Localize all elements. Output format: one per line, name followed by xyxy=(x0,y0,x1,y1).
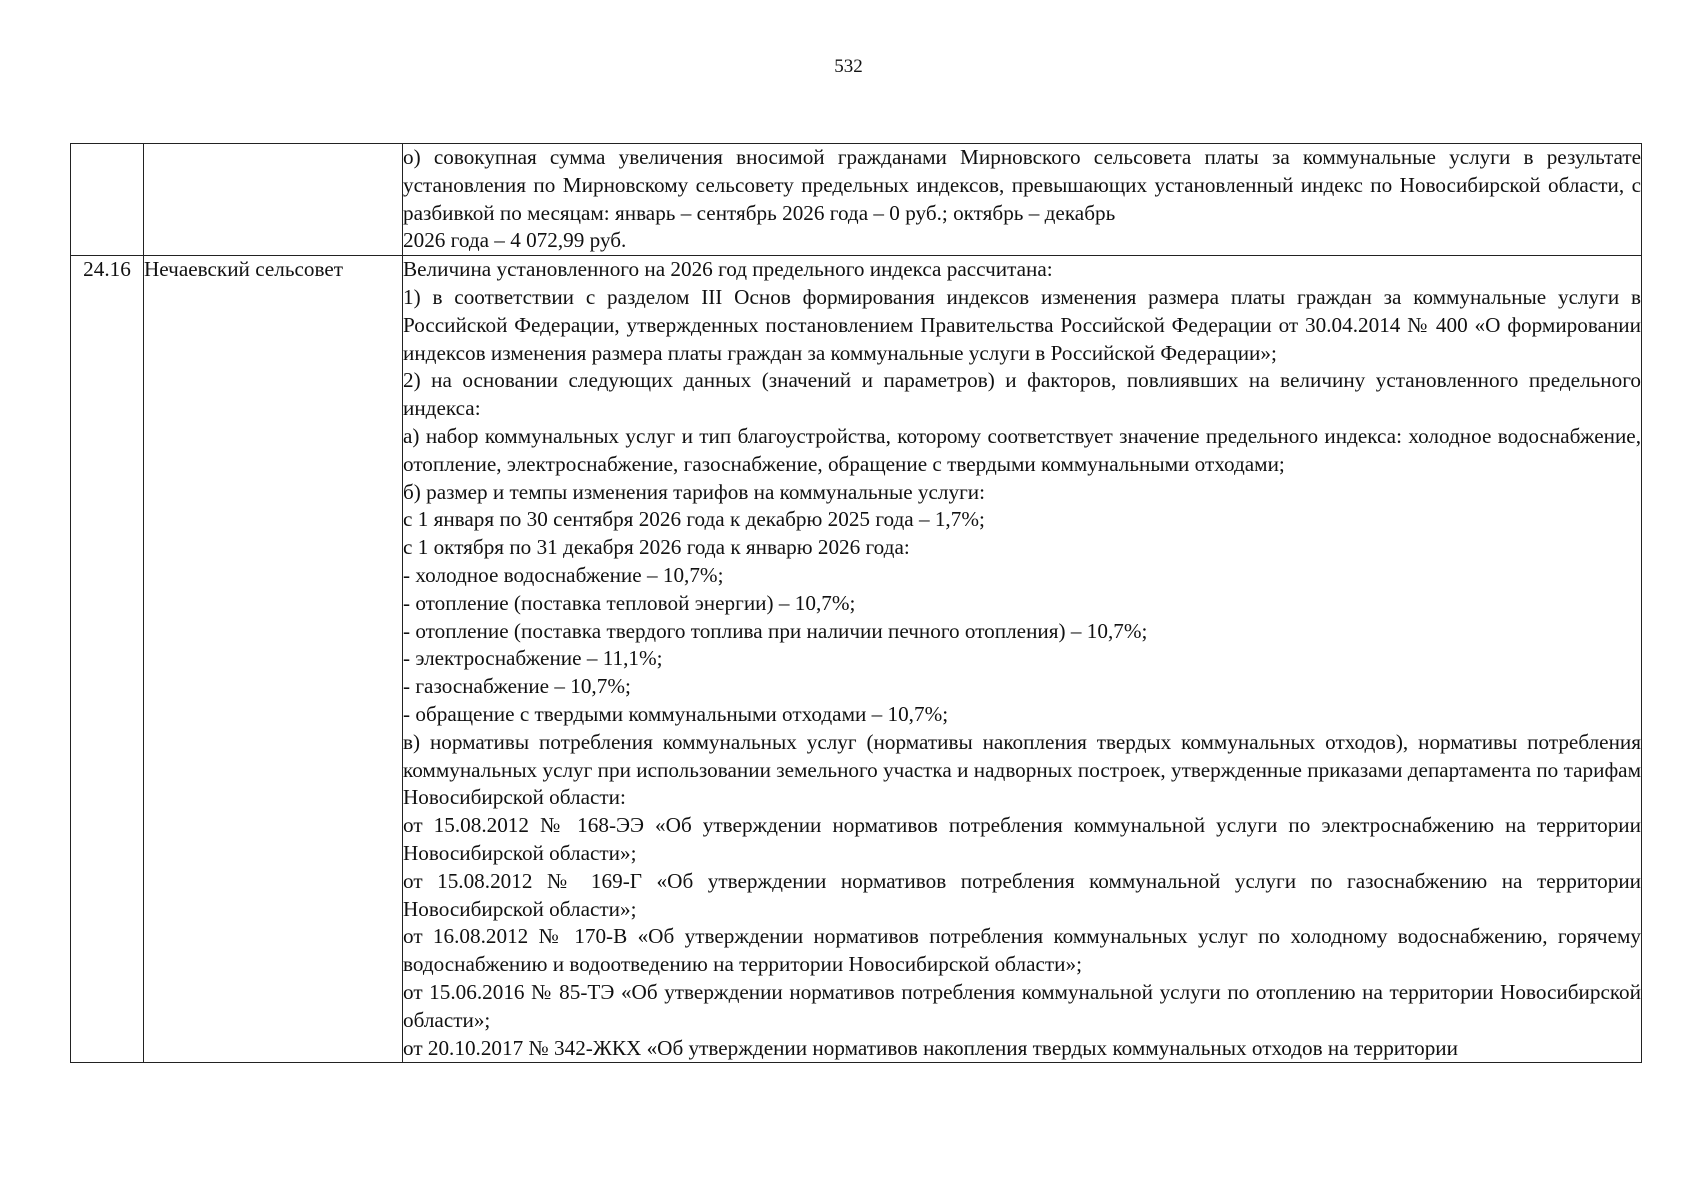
paragraph: 1) в соответствии с разделом III Основ формирования индексов изменения размера платы граждан за коммунальные услуги в Российской Федерации, утвержденных постановлением Правительства Российской Федерации от 30.04.2014 № 400 «О формировании индексов изменения размера платы граждан за коммунальные услуги в Российской Федерации»; xyxy=(403,284,1641,365)
paragraph: - отопление (поставка твердого топлива при наличии печного отопления) – 10,7%; xyxy=(403,618,1148,643)
municipality-name-cell: Нечаевский сельсовет xyxy=(144,256,403,1063)
municipality-name-cell xyxy=(144,144,403,256)
description-cell xyxy=(403,144,1642,256)
paragraph: - электроснабжение – 11,1%; xyxy=(403,646,663,671)
paragraph: от 15.06.2016 № 85-ТЭ «Об утверждении нормативов потребления коммунальной услуги по отоплению на территории Новосибирской области»; xyxy=(403,979,1641,1032)
paragraph: б) размер и темпы изменения тарифов на коммунальные услуги: xyxy=(403,479,986,504)
page-number: 532 xyxy=(834,56,863,77)
paragraph: - холодное водоснабжение – 10,7%; xyxy=(403,562,724,587)
paragraph: - отопление (поставка тепловой энергии) – 10,7%; xyxy=(403,590,856,615)
table-row xyxy=(71,256,1642,1063)
table-row xyxy=(71,144,1642,256)
paragraph: с 1 октября по 31 декабря 2026 года к январю 2026 года: xyxy=(403,535,910,560)
row-number-cell: 24.16 xyxy=(71,256,144,1063)
paragraph: от 16.08.2012 № 170-В «Об утверждении нормативов потребления коммунальных услуг по холодному водоснабжению, горячему водоснабжению и водоотведению на территории Новосибирской области»; xyxy=(403,924,1641,977)
paragraph: от 15.08.2012 № 168-ЭЭ «Об утверждении нормативов потребления коммунальной услуги по электроснабжению на территории Новосибирской области»; xyxy=(403,813,1641,865)
paragraph: 2026 года – 4 072,99 руб. xyxy=(403,228,627,253)
paragraph: о) совокупная сумма увеличения вносимой гражданами Мирновского сельсовета платы за коммунальные услуги в результате установления по Мирновскому сельсовету предельных индексов, превышающих установленный индекс по Новосибирской области, с разбивкой по месяцам: январь – сентябрь 2026 года – 0 руб.; октябрь – декабрь xyxy=(403,145,1641,225)
paragraph: - обращение с твердыми коммунальными отходами – 10,7%; xyxy=(403,701,949,726)
paragraph: Величина установленного на 2026 год предельного индекса рассчитана: xyxy=(403,257,1053,282)
row-number-cell xyxy=(71,144,144,256)
paragraph: от 20.10.2017 № 342-ЖКХ «Об утверждении нормативов накопления твердых коммунальных отходов на территории xyxy=(403,1035,1458,1060)
tariff-index-table xyxy=(70,143,1642,1063)
paragraph: от 15.08.2012 № 169-Г «Об утверждении нормативов потребления коммунальной услуги по газоснабжению на территории Новосибирской области»; xyxy=(403,868,1641,921)
paragraph: в) нормативы потребления коммунальных услуг (нормативы накопления твердых коммунальных отходов), нормативы потребления коммунальных услуг при использовании земельного участка и надворных построек, утвержденные приказами департамента по тарифам Новосибирской области: xyxy=(403,729,1641,810)
paragraph: 2) на основании следующих данных (значений и параметров) и факторов, повлиявших на величину установленного предельного индекса: xyxy=(403,368,1641,421)
description-cell xyxy=(403,256,1642,1063)
paragraph: а) набор коммунальных услуг и тип благоустройства, которому соответствует значение предельного индекса: холодное водоснабжение, отопление, электроснабжение, газоснабжение, обращение с твердыми коммунальными отходами; xyxy=(403,423,1641,476)
paragraph: с 1 января по 30 сентября 2026 года к декабрю 2025 года – 1,7%; xyxy=(403,507,985,532)
paragraph: - газоснабжение – 10,7%; xyxy=(403,674,631,699)
